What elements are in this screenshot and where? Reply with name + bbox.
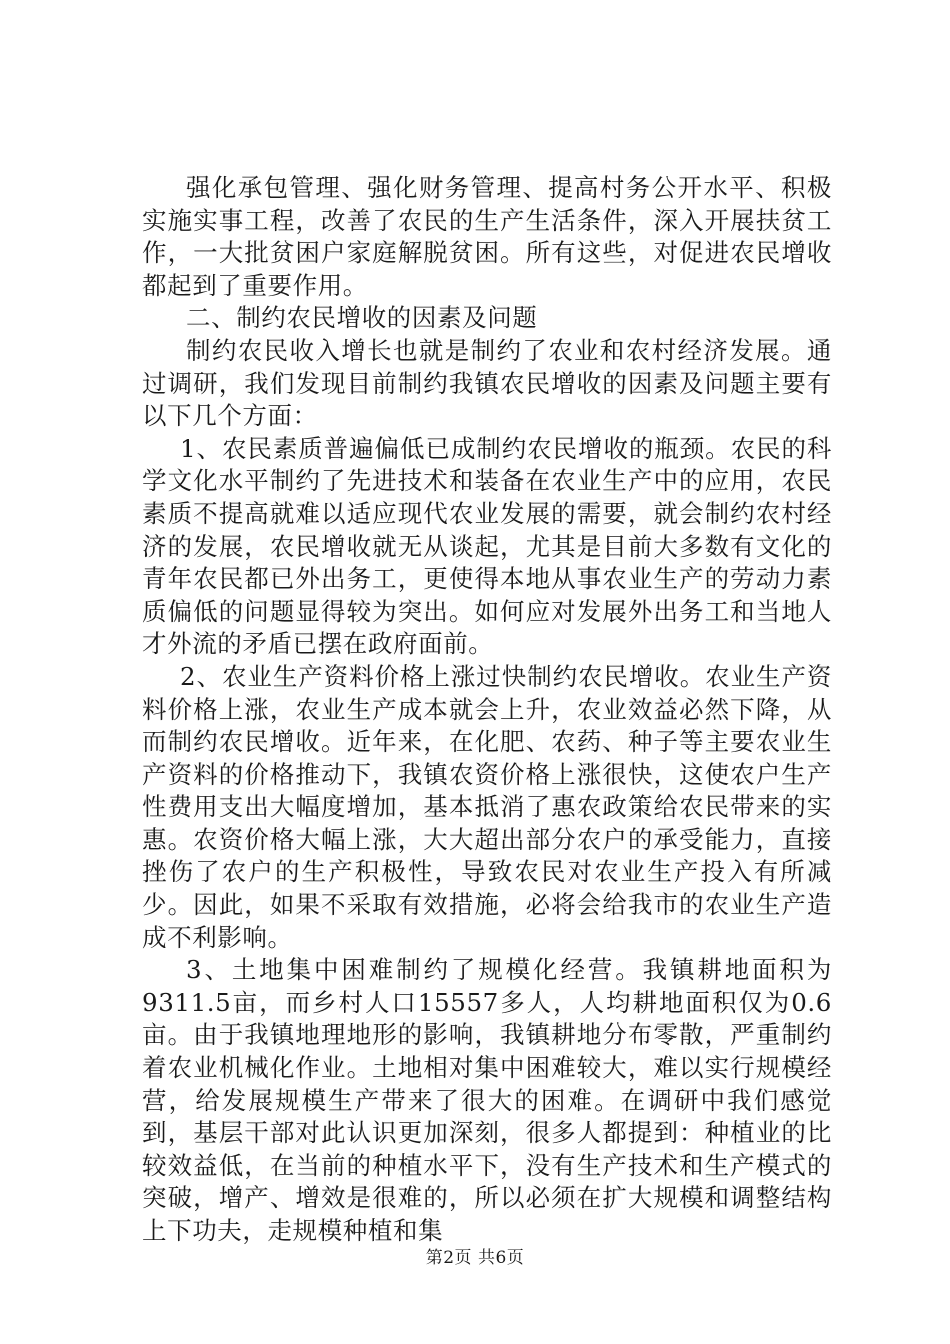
page-number-footer: 第2页 共6页 [425,1248,525,1268]
paragraph-point-1: 1、农民素质普遍偏低已成制约农民增收的瓶颈。农民的科学文化水平制约了先进技术和装备在农业生产中的应用，农民素质不提高就难以适应现代农业发展的需要，就会制约农村经济的发展，农民增收就无从谈起，尤其是目前大多数有文化的青年农民都已外出务工，更使得本地从事农业生产的劳动力素质偏低的问题显得较为突出。如何应对发展外出务工和当地人才外流的矛盾已摆在政府面前。 [142,433,832,659]
document-body [142,172,832,1248]
section-heading: 二、制约农民增收的因素及问题 [186,303,538,333]
paragraph-intro-continuation: 强化承包管理、强化财务管理、提高村务公开水平、积极实施实事工程，改善了农民的生产生活条件，深入开展扶贫工作，一大批贫困户家庭解脱贫困。所有这些，对促进农民增收都起到了重要作用。 [142,173,832,300]
paragraph-point-2: 2、农业生产资料价格上涨过快制约农民增收。农业生产资料价格上涨，农业生产成本就会上升，农业效益必然下降，从而制约农民增收。近年来，在化肥、农药、种子等主要农业生产资料的价格推动下，我镇农资价格上涨很快，这使农户生产性费用支出大幅度增加，基本抵消了惠农政策给农民带来的实惠。农资价格大幅上涨，大大超出部分农户的承受能力，直接挫伤了农户的生产积极性，导致农民对农业生产投入有所减少。因此，如果不采取有效措施，必将会给我市的农业生产造成不利影响。 [142,661,832,952]
paragraph-overview: 制约农民收入增长也就是制约了农业和农村经济发展。通过调研，我们发现目前制约我镇农民增收的因素及问题主要有以下几个方面： [142,335,832,431]
paragraph-point-3: 3、土地集中困难制约了规模化经营。我镇耕地面积为9311.5亩，而乡村人口15557多人，人均耕地面积仅为0.6亩。由于我镇地理地形的影响，我镇耕地分布零散，严重制约着农业机械化作业。土地相对集中困难较大，难以实行规模经营，给发展规模生产带来了很大的困难。在调研中我们感觉到，基层干部对此认识更加深刻，很多人都提到：种植业的比较效益低，在当前的种植水平下，没有生产技术和生产模式的突破，增产、增效是很难的，所以必须在扩大规模和调整结构上下功夫，走规模种植和集 [142,955,832,1245]
